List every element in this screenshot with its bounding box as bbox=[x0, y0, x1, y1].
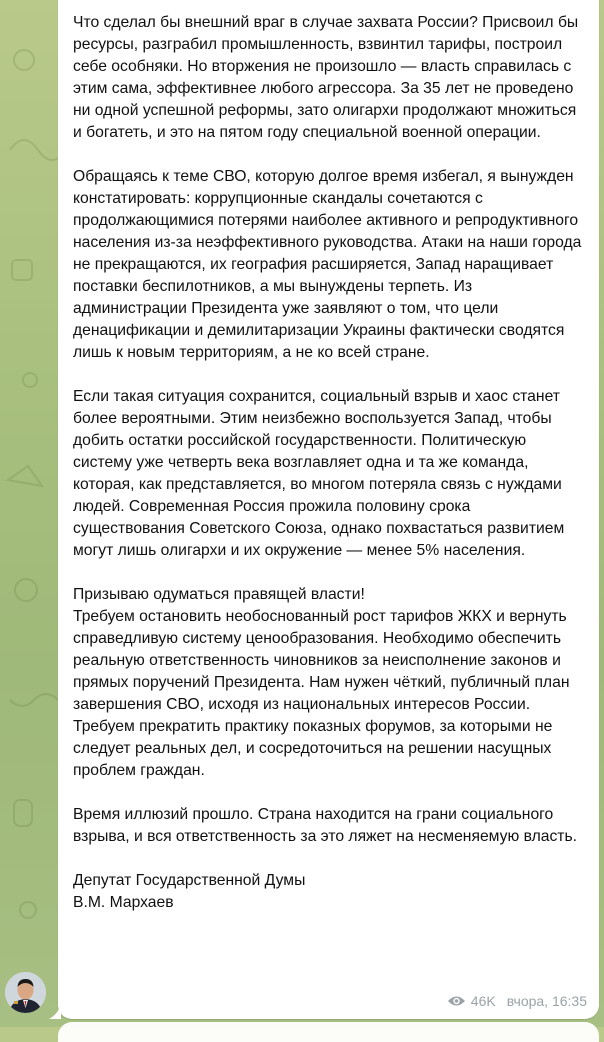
view-count: 46K bbox=[470, 993, 496, 1009]
message-bubble[interactable] bbox=[58, 0, 599, 1019]
message-time: вчора, 16:35 bbox=[506, 993, 587, 1009]
author-avatar[interactable] bbox=[5, 972, 46, 1013]
message-paragraph: Что сделал бы внешний враг в случае захвата России? Присвоил бы ресурсы, разграбил промышленность, взвинтил тарифы, построил себе особняки. Но вторжения не произошло — власть справилась с этим сама, эффективнее любого агрессора. За 35 лет не проведено ни одной успешной реформы, зато олигархи продолжают множиться и богатеть, и это на пятом году специальной военной операции. bbox=[73, 14, 579, 141]
message-paragraph: Если такая ситуация сохранится, социальный взрыв и хаос станет более вероятными. Этим неизбежно воспользуется Запад, чтобы добить остатки российской государственности. Политическую систему уже четверть века возглавляет одна и та же команда, которая, как представляется, во многом потеряла связь с нуждами людей. Современная Россия прожила половину срока существования Советского Союза, однако похвастаться развитием могут лишь олигархи и их окружение — менее 5% населения. bbox=[73, 388, 565, 559]
message-paragraph: Призываю одуматься правящей власти! Требуем остановить необоснованный рост тарифов ЖКХ и вернуть справедливую систему ценообразования. Необходимо обеспечить реальную ответственность чиновников за неисполнение законов и прямых поручений Президента. Нам нужен чёткий, публичный план завершения СВО, исходя из национальных интересов России. Требуем прекратить практику показных форумов, за которыми не следует реальных дел, и сосредоточиться на решении насущных проблем граждан. bbox=[73, 586, 570, 779]
message-paragraph: Обращаясь к теме СВО, которую долгое время избегал, я вынужден констатировать: коррупционные скандалы сочетаются с продолжающимися потерями наиболее активного и репродуктивного населения из-за неэффективного руководства. Атаки на наши города не прекращаются, их география расширяется, Запад наращивает поставки беспилотников, а мы вынуждены терпеть. Из администрации Президента уже заявляют о том, что цели денацификации и демилитаризации Украины фактически сводятся лишь к новым территориям, а не ко всей стране. bbox=[73, 168, 582, 361]
avatar-photo bbox=[5, 972, 46, 1013]
message-meta bbox=[447, 993, 587, 1009]
message-paragraph: Время иллюзий прошло. Страна находится на грани социального взрыва, и вся ответственность за это ляжет на несменяемую власть. bbox=[73, 806, 578, 845]
message-signature: Депутат Государственной Думы В.М. Мархаев bbox=[73, 872, 306, 911]
next-message-bubble bbox=[58, 1022, 599, 1042]
eye-icon bbox=[447, 995, 466, 1007]
bubble-tail bbox=[49, 1005, 61, 1019]
